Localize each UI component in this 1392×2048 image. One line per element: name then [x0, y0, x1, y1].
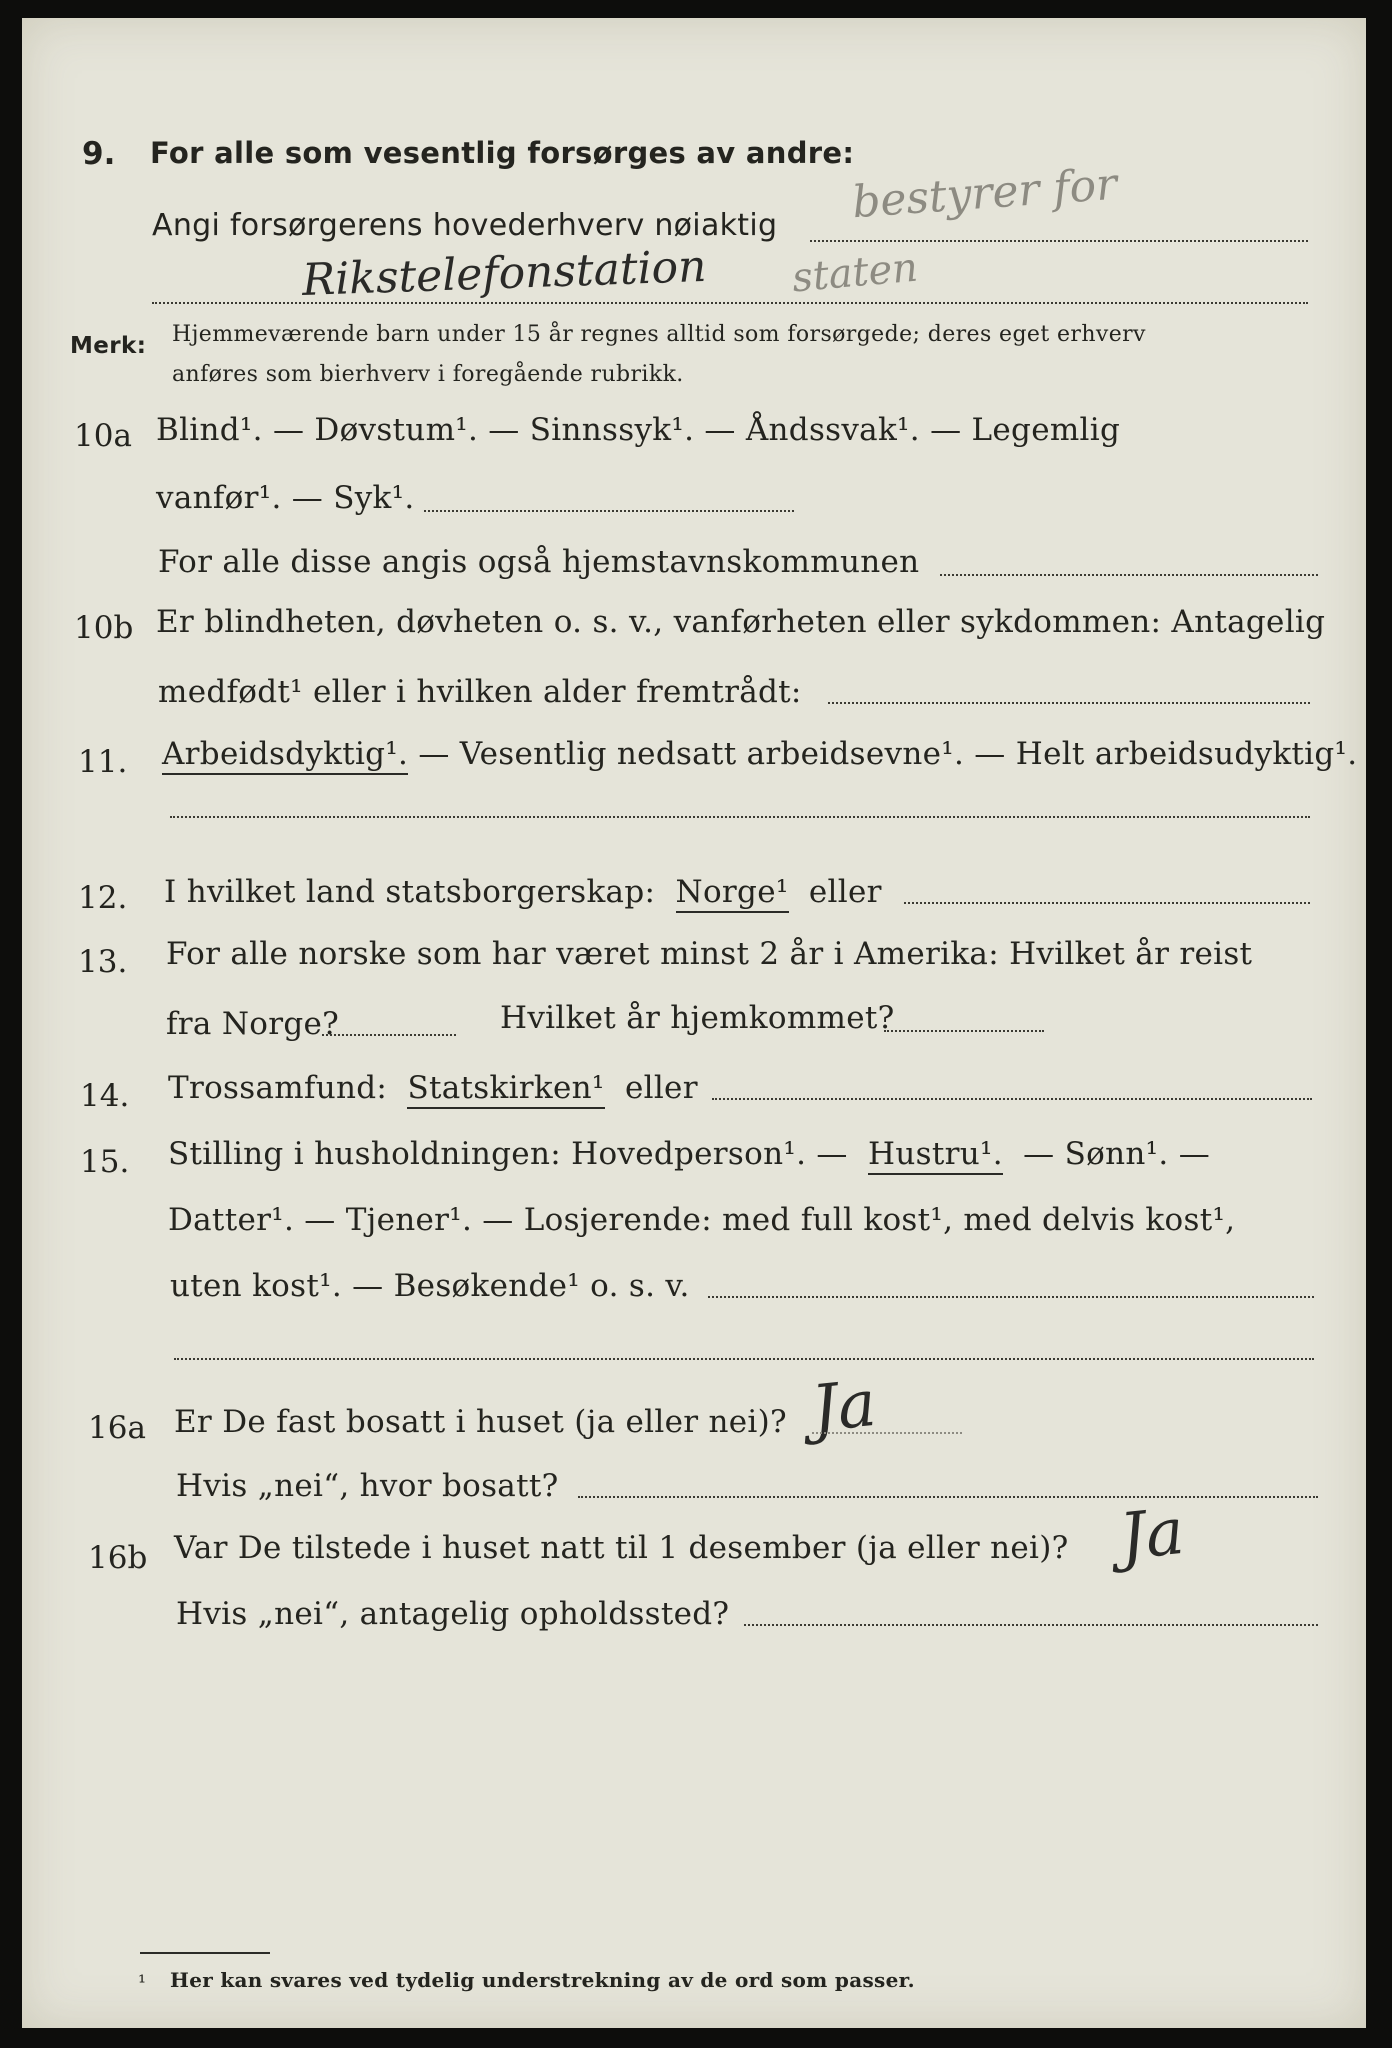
q9-title: For alle som vesentlig forsørges av andre:: [150, 136, 855, 170]
q14-line: [168, 1070, 698, 1106]
q10a-number: 10a: [74, 418, 132, 454]
q16a-handwritten-answer: Ja: [808, 1366, 880, 1448]
q16b-handwritten-answer: Ja: [1116, 1494, 1188, 1576]
q15-line-1-prefix: Stilling i husholdningen: Hovedperson¹. —: [168, 1136, 848, 1172]
q9-handwritten-bestyrer: bestyrer for: [850, 158, 1119, 229]
q11-underlined-arbeidsdyktig: Arbeidsdyktig¹.: [162, 736, 408, 775]
q15-number: 15.: [80, 1144, 130, 1180]
q10b-number: 10b: [74, 610, 134, 646]
q10a-line-1: Blind¹. — Døvstum¹. — Sinnssyk¹. — Åndssvak¹. — Legemlig: [156, 412, 1121, 448]
footnote-mark: ¹: [138, 1970, 147, 1994]
q16b-line-1: Var De tilstede i huset natt til 1 desember (ja eller nei)?: [174, 1530, 1069, 1566]
q15-answer-line-2: [174, 1358, 1314, 1360]
q12-prefix: I hvilket land statsborgerskap:: [164, 874, 656, 910]
q13-reist-line: [322, 1034, 456, 1036]
q10b-line-2: medfødt¹ eller i hvilken alder fremtrådt:: [158, 674, 802, 710]
q9-handwritten-staten: staten: [790, 244, 920, 302]
q11-line: [162, 736, 1357, 772]
q9-angi-label: Angi forsørgerens hovederhverv nøiaktig: [152, 208, 778, 243]
q14-prefix: Trossamfund:: [168, 1070, 388, 1106]
footnote-rule: [140, 1952, 270, 1954]
q11-rest: — Vesentlig nedsatt arbeidsevne¹. — Helt arbeidsudyktig¹.: [408, 736, 1358, 772]
q16a-line-1: Er De fast bosatt i huset (ja eller nei)?: [174, 1404, 787, 1440]
q11-answer-line: [170, 816, 1310, 818]
scan-border: [0, 0, 1392, 18]
merk-line-1: Hjemmeværende barn under 15 år regnes alltid som forsørgede; deres eget erhverv: [172, 322, 1146, 347]
merk-label: Merk:: [70, 333, 147, 359]
q9-number: 9.: [82, 136, 116, 172]
q10a-line-3: For alle disse angis også hjemstavnskommunen: [158, 544, 920, 580]
q13-line-1: For alle norske som har været minst 2 år i Amerika: Hvilket år reist: [166, 936, 1253, 972]
q13-hjemkommet-line: [884, 1030, 1044, 1032]
q13-line-2b: Hvilket år hjemkommet?: [500, 1000, 895, 1036]
q16a-number: 16a: [88, 1410, 146, 1446]
q12-line: [164, 874, 882, 910]
q15-answer-line-1: [708, 1296, 1314, 1298]
q9-answer-line-2: [152, 302, 1308, 304]
q15-underlined-hustru: Hustru¹.: [868, 1136, 1003, 1175]
q15-line-1: [168, 1136, 1210, 1172]
q12-answer-line: [904, 902, 1310, 904]
q16b-opholdssted-line: [744, 1624, 1318, 1626]
q15-line-3: uten kost¹. — Besøkende¹ o. s. v.: [170, 1268, 690, 1304]
q12-suffix: eller: [808, 874, 882, 910]
merk-line-2: anføres som bierhverv i foregående rubrikk.: [172, 362, 684, 387]
q16a-answer-line: [812, 1432, 962, 1434]
q15-line-2: Datter¹. — Tjener¹. — Losjerende: med full kost¹, med delvis kost¹,: [168, 1202, 1236, 1238]
q11-number: 11.: [78, 744, 128, 780]
q10a-line-2: vanfør¹. — Syk¹.: [156, 480, 415, 516]
census-form-page: [22, 18, 1366, 2028]
q13-line-2a: fra Norge?: [166, 1006, 340, 1042]
q15-line-1-suffix: — Sønn¹. —: [1023, 1136, 1210, 1172]
q14-number: 14.: [80, 1078, 130, 1114]
q10a-answer-line: [424, 510, 794, 512]
q10b-answer-line: [828, 702, 1310, 704]
q12-number: 12.: [78, 880, 128, 916]
q16a-line-2: Hvis „nei“, hvor bosatt?: [176, 1468, 559, 1504]
q16b-line-2: Hvis „nei“, antagelig opholdssted?: [176, 1596, 730, 1632]
q12-underlined-norge: Norge¹: [676, 874, 789, 913]
q13-number: 13.: [78, 944, 128, 980]
q10a-hjemstavn-line: [940, 574, 1318, 576]
q16a-bosatt-line: [578, 1496, 1318, 1498]
q14-underlined-statskirken: Statskirken¹: [407, 1070, 604, 1109]
q14-answer-line: [712, 1098, 1312, 1100]
q14-suffix: eller: [624, 1070, 698, 1106]
q16b-number: 16b: [88, 1540, 148, 1576]
q10b-line-1: Er blindheten, døvheten o. s. v., vanførheten eller sykdommen: Antagelig: [156, 604, 1326, 640]
q9-handwritten-occupation: Rikstelefonstation: [301, 240, 708, 307]
footnote-text: Her kan svares ved tydelig understrekning av de ord som passer.: [170, 1968, 915, 1992]
q9-answer-line-1: [810, 240, 1308, 242]
